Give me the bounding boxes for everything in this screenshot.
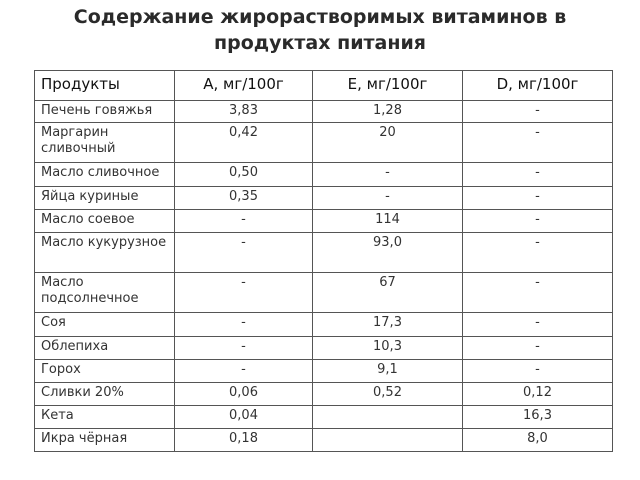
cell-product: Маргарин сливочный: [35, 123, 175, 163]
cell-product: Печень говяжья: [35, 101, 175, 123]
cell-vitamin-a: -: [175, 273, 313, 313]
cell-vitamin-a: -: [175, 313, 313, 337]
cell-vitamin-e: 20: [313, 123, 463, 163]
cell-product: Яйца куриные: [35, 187, 175, 210]
cell-product: Икра чёрная: [35, 429, 175, 452]
table-row: [35, 383, 613, 406]
cell-vitamin-a: -: [175, 233, 313, 273]
cell-vitamin-e: 10,3: [313, 337, 463, 360]
cell-vitamin-a: 0,04: [175, 406, 313, 429]
cell-product: Масло соевое: [35, 210, 175, 233]
header-vitamin-d: D, мг/100г: [463, 71, 613, 101]
page-title-line-2: продуктах питания: [213, 32, 427, 54]
cell-vitamin-a: 0,50: [175, 163, 313, 187]
cell-vitamin-e: [313, 429, 463, 452]
cell-product: Масло сливочное: [35, 163, 175, 187]
cell-vitamin-e: 1,28: [313, 101, 463, 123]
table-row: [35, 210, 613, 233]
cell-vitamin-d: 0,12: [463, 383, 613, 406]
table-row: [35, 101, 613, 123]
header-products: Продукты: [35, 71, 175, 101]
cell-vitamin-a: 0,35: [175, 187, 313, 210]
cell-vitamin-d: -: [463, 187, 613, 210]
cell-vitamin-d: -: [463, 337, 613, 360]
page-title: [0, 4, 640, 56]
cell-product: Масло кукурузное: [35, 233, 175, 273]
header-vitamin-a: А, мг/100г: [175, 71, 313, 101]
cell-vitamin-d: -: [463, 313, 613, 337]
cell-vitamin-d: -: [463, 360, 613, 383]
cell-product: Сливки 20%: [35, 383, 175, 406]
table-row: [35, 123, 613, 163]
cell-vitamin-a: -: [175, 337, 313, 360]
cell-vitamin-e: -: [313, 187, 463, 210]
table-row: [35, 273, 613, 313]
table-row: [35, 313, 613, 337]
cell-vitamin-d: -: [463, 233, 613, 273]
vitamins-table: [34, 70, 613, 452]
table-row: [35, 187, 613, 210]
cell-vitamin-d: -: [463, 123, 613, 163]
cell-vitamin-e: 67: [313, 273, 463, 313]
cell-product: Соя: [35, 313, 175, 337]
cell-vitamin-a: 0,42: [175, 123, 313, 163]
cell-vitamin-a: -: [175, 210, 313, 233]
table-row: [35, 429, 613, 452]
cell-vitamin-a: 0,06: [175, 383, 313, 406]
header-vitamin-e: Е, мг/100г: [313, 71, 463, 101]
cell-product: Кета: [35, 406, 175, 429]
cell-vitamin-e: -: [313, 163, 463, 187]
cell-vitamin-a: 0,18: [175, 429, 313, 452]
cell-vitamin-e: 9,1: [313, 360, 463, 383]
cell-vitamin-d: -: [463, 101, 613, 123]
cell-vitamin-e: 93,0: [313, 233, 463, 273]
table-row: [35, 233, 613, 273]
cell-vitamin-a: -: [175, 360, 313, 383]
cell-vitamin-e: 17,3: [313, 313, 463, 337]
cell-vitamin-d: -: [463, 163, 613, 187]
cell-vitamin-e: 114: [313, 210, 463, 233]
cell-product: Горох: [35, 360, 175, 383]
cell-vitamin-e: [313, 406, 463, 429]
cell-product: Масло подсолнечное: [35, 273, 175, 313]
cell-vitamin-d: -: [463, 210, 613, 233]
table-row: [35, 163, 613, 187]
cell-vitamin-a: 3,83: [175, 101, 313, 123]
page-title-line-1: Содержание жирорастворимых витаминов в: [73, 6, 567, 28]
cell-vitamin-d: 8,0: [463, 429, 613, 452]
table-row: [35, 360, 613, 383]
cell-vitamin-d: -: [463, 273, 613, 313]
cell-vitamin-e: 0,52: [313, 383, 463, 406]
cell-product: Облепиха: [35, 337, 175, 360]
cell-vitamin-d: 16,3: [463, 406, 613, 429]
table-row: [35, 337, 613, 360]
table-row: [35, 406, 613, 429]
table-header-row: [35, 71, 613, 101]
